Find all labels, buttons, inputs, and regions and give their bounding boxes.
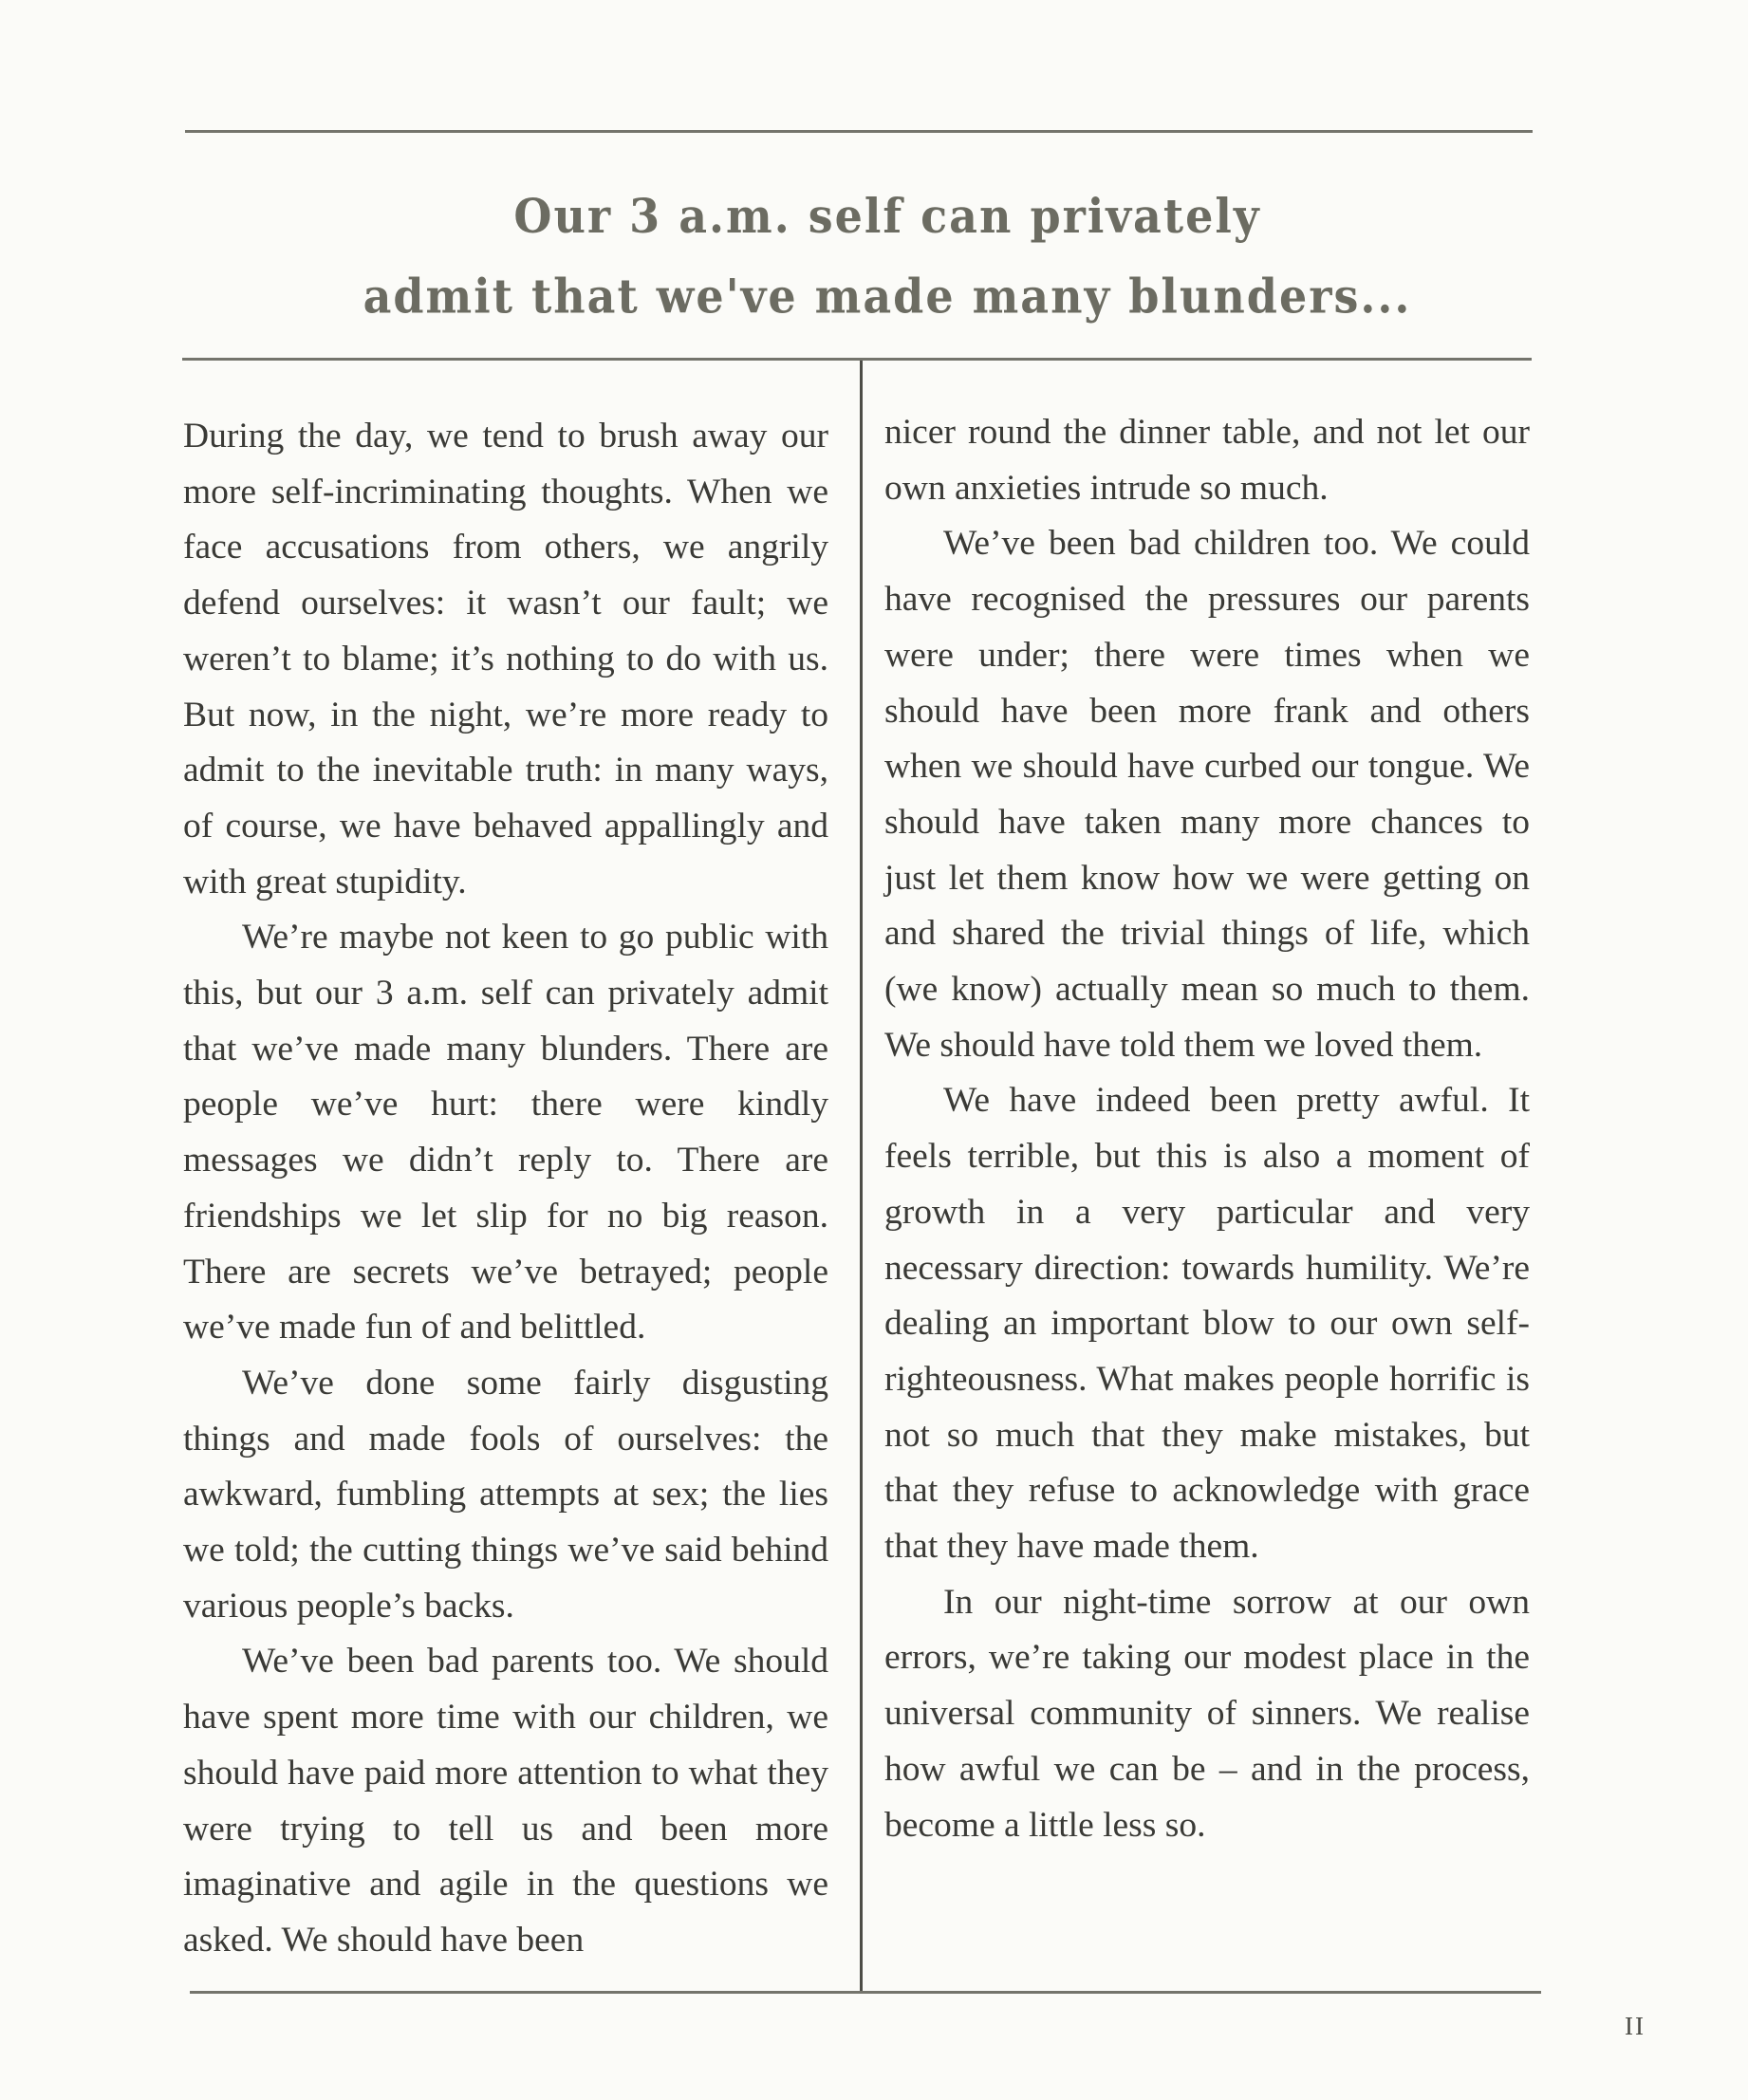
left-paragraph-2: We’re maybe not keen to go public with this, but our 3 a.m. self can privately admit that we’ve made many blunders. There are people we’ve hurt: there were kindly messages we didn’t reply to. There are friendships we let slip for no big reason. There are secrets we’ve betrayed; people we’ve made fun of and belittled.	[183, 918, 828, 1347]
heading-line-2: admit that we've made many blunders...	[363, 268, 1412, 325]
right-column	[884, 405, 1530, 1853]
column-divider	[860, 361, 863, 1991]
heading-bottom-rule	[182, 358, 1532, 361]
right-paragraph-2: We’ve been bad children too. We could have recognised the pressures our parents were under; there were times when we should have been more frank and others when we should have curbed our tongue. We should have taken many more chances to just let them know how we were getting on and shared the trivial things of life, which (we know) actually mean so much to them. We should have told them we loved them.	[884, 524, 1530, 1065]
top-rule	[185, 130, 1533, 133]
pull-quote-heading	[190, 177, 1585, 336]
left-paragraph-3: We’ve done some fairly disgusting things and made fools of ourselves: the awkward, fumbling attempts at sex; the lies we told; the cutting things we’ve said behind various people’s backs.	[183, 1363, 828, 1626]
right-paragraph-1: nicer round the dinner table, and not let our own anxieties intrude so much.	[884, 413, 1530, 508]
page-number: II	[1625, 2012, 1646, 2040]
right-paragraph-4: In our night-time sorrow at our own errors, we’re taking our modest place in the universal community of sinners. We realise how awful we can be – and in the process, become a little less so.	[884, 1582, 1530, 1845]
bottom-rule	[190, 1991, 1541, 1994]
heading-line-1: Our 3 a.m. self can privately	[513, 188, 1261, 245]
right-paragraph-3: We have indeed been pretty awful. It feels terrible, but this is also a moment of growth in a very particular and very necessary direction: towards humility. We’re dealing an important blow to our own self-righteousness. What makes people horrific is not so much that they make mistakes, but that they refuse to acknowledge with grace that they have made them.	[884, 1081, 1530, 1567]
left-paragraph-1: During the day, we tend to brush away our more self-incriminating thoughts. When we face accusations from others, we angrily defend ourselves: it wasn’t our fault; we weren’t to blame; it’s nothing to do with us. But now, in the night, we’re more ready to admit to the inevitable truth: in many ways, of course, we have behaved appallingly and with great stupidity.	[183, 417, 828, 901]
left-paragraph-4: We’ve been bad parents too. We should have spent more time with our children, we should have paid more attention to what they were trying to tell us and been more imaginative and agile in the questions we asked. We should have been	[183, 1642, 828, 1960]
left-column	[183, 409, 828, 1969]
